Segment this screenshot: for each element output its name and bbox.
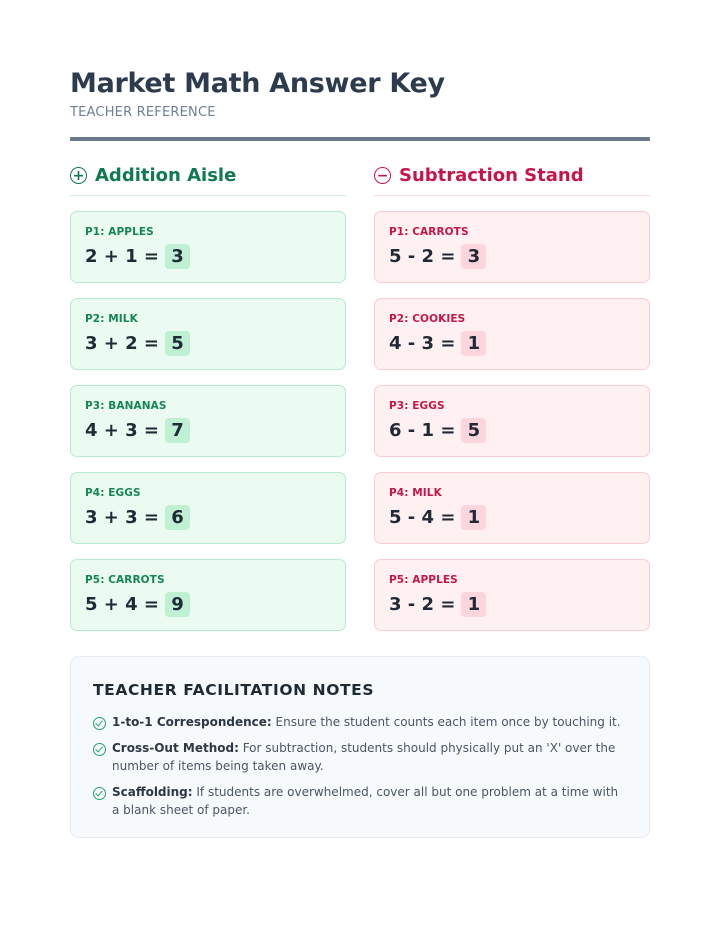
answer-badge: 1 [461, 331, 486, 356]
problem-label: P1: APPLES [85, 226, 154, 238]
equation-expression: 2 + 1 = [85, 246, 160, 267]
problem-card [374, 472, 650, 544]
facilitation-notes [70, 656, 650, 838]
answer-badge: 1 [461, 505, 486, 530]
equation-expression: 4 - 3 = [389, 333, 456, 354]
problem-card [70, 472, 346, 544]
equation [389, 244, 635, 269]
problem-card [70, 298, 346, 370]
addition-column [70, 160, 346, 646]
equation-expression: 6 - 1 = [389, 420, 456, 441]
note-item [93, 783, 627, 819]
subtraction-header [374, 160, 650, 196]
problem-label: P5: APPLES [389, 574, 458, 586]
note-heading: Scaffolding: [112, 785, 193, 799]
problem-card [70, 385, 346, 457]
note-item [93, 739, 627, 775]
problem-card [70, 559, 346, 631]
problem-card [374, 298, 650, 370]
equation-expression: 5 - 4 = [389, 507, 456, 528]
problem-card [374, 559, 650, 631]
problem-label: P3: EGGS [389, 400, 445, 412]
equation [389, 505, 635, 530]
equation [85, 418, 331, 443]
check-circle-icon [93, 717, 106, 730]
note-text [112, 713, 621, 731]
addition-header [70, 160, 346, 196]
answer-badge: 3 [461, 244, 486, 269]
problem-label: P4: EGGS [85, 487, 141, 499]
problem-label: P2: COOKIES [389, 313, 466, 325]
answer-badge: 5 [461, 418, 486, 443]
note-item [93, 713, 627, 731]
check-circle-icon [93, 787, 106, 800]
note-text [112, 739, 627, 775]
page-subtitle: TEACHER REFERENCE [70, 105, 216, 120]
answer-badge: 5 [165, 331, 190, 356]
problem-card [374, 385, 650, 457]
problem-card [374, 211, 650, 283]
problem-label: P5: CARROTS [85, 574, 165, 586]
equation [85, 505, 331, 530]
problem-label: P4: MILK [389, 487, 442, 499]
subtraction-column [374, 160, 650, 646]
check-circle-icon [93, 743, 106, 756]
note-body: Ensure the student counts each item once by touching it. [271, 715, 621, 729]
problem-label: P3: BANANAS [85, 400, 167, 412]
problem-label: P2: MILK [85, 313, 138, 325]
equation-expression: 5 - 2 = [389, 246, 456, 267]
minus-circle-icon: − [374, 167, 391, 184]
note-body: If students are overwhelmed, cover all but one problem at a time with a blank sheet of paper. [112, 785, 619, 817]
equation-expression: 3 + 3 = [85, 507, 160, 528]
answer-badge: 3 [165, 244, 190, 269]
equation [389, 418, 635, 443]
header-divider [70, 137, 650, 141]
equation [389, 592, 635, 617]
equation-expression: 4 + 3 = [85, 420, 160, 441]
answer-badge: 6 [165, 505, 190, 530]
notes-title: TEACHER FACILITATION NOTES [93, 681, 375, 699]
plus-circle-icon: + [70, 167, 87, 184]
page-title: Market Math Answer Key [70, 68, 445, 99]
note-body: For subtraction, students should physically put an 'X' over the number of items being taken away. [112, 741, 616, 773]
answer-badge: 7 [165, 418, 190, 443]
answer-badge: 1 [461, 592, 486, 617]
equation-expression: 3 + 2 = [85, 333, 160, 354]
note-text [112, 783, 627, 819]
equation [85, 592, 331, 617]
equation-expression: 3 - 2 = [389, 594, 456, 615]
answer-badge: 9 [165, 592, 190, 617]
equation [85, 244, 331, 269]
note-heading: Cross-Out Method: [112, 741, 239, 755]
problem-card [70, 211, 346, 283]
equation [85, 331, 331, 356]
subtraction-title: Subtraction Stand [399, 165, 584, 186]
equation-expression: 5 + 4 = [85, 594, 160, 615]
header [70, 68, 650, 120]
note-heading: 1-to-1 Correspondence: [112, 715, 272, 729]
addition-title: Addition Aisle [95, 165, 237, 186]
equation [389, 331, 635, 356]
problem-label: P1: CARROTS [389, 226, 469, 238]
